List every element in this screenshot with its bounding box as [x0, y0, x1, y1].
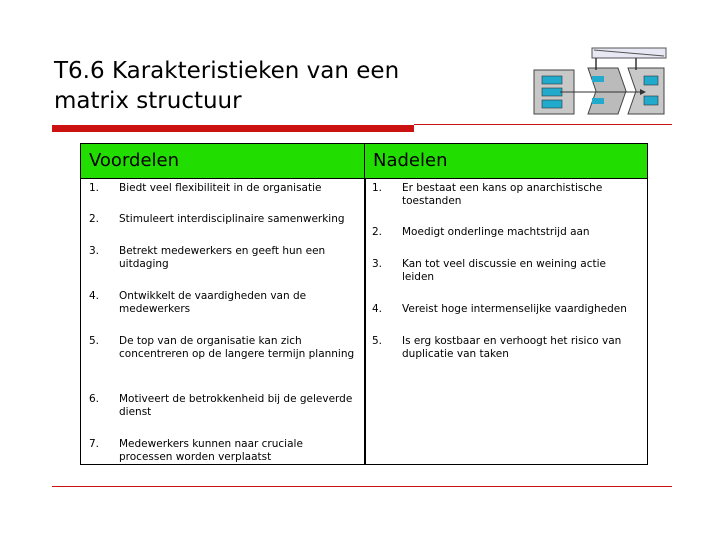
bottom-rule [52, 486, 672, 487]
voordelen-column: Voordelen 1. Biedt veel flexibiliteit in de organisatie 2. Stimuleert interdisciplinaire samenwerking 3. Betrekt medewerkers en geeft hun een uitdaging 4. Ontwikkelt de vaardigheden van de medewerkers 5. De top van de organisatie kan zich concentreren op de langere termijn planning 6. Motiveert de betrokkenheid bij de geleverde dienst 7. Medewerkers kunnen naar cruciale processen worden verplaatst [80, 143, 366, 465]
title-rule-thin [414, 124, 672, 125]
nadelen-column: Nadelen 1. Er bestaat een kans op anarchistische toestanden 2. Moedigt onderlinge machtstrijd aan 3. Kan tot veel discussie en weining actie leiden 4. Vereist hoge intermenselijke vaardigheden 5. Is erg kostbaar en verhoogt het risico van duplicatie van taken [364, 143, 648, 465]
title-rule [52, 125, 414, 132]
matrix-organization-diagram-icon [530, 46, 670, 121]
voordelen-heading: Voordelen [81, 144, 365, 179]
slide-title: T6.6 Karakteristieken van een matrix structuur [54, 58, 400, 114]
nadelen-heading: Nadelen [365, 144, 647, 179]
